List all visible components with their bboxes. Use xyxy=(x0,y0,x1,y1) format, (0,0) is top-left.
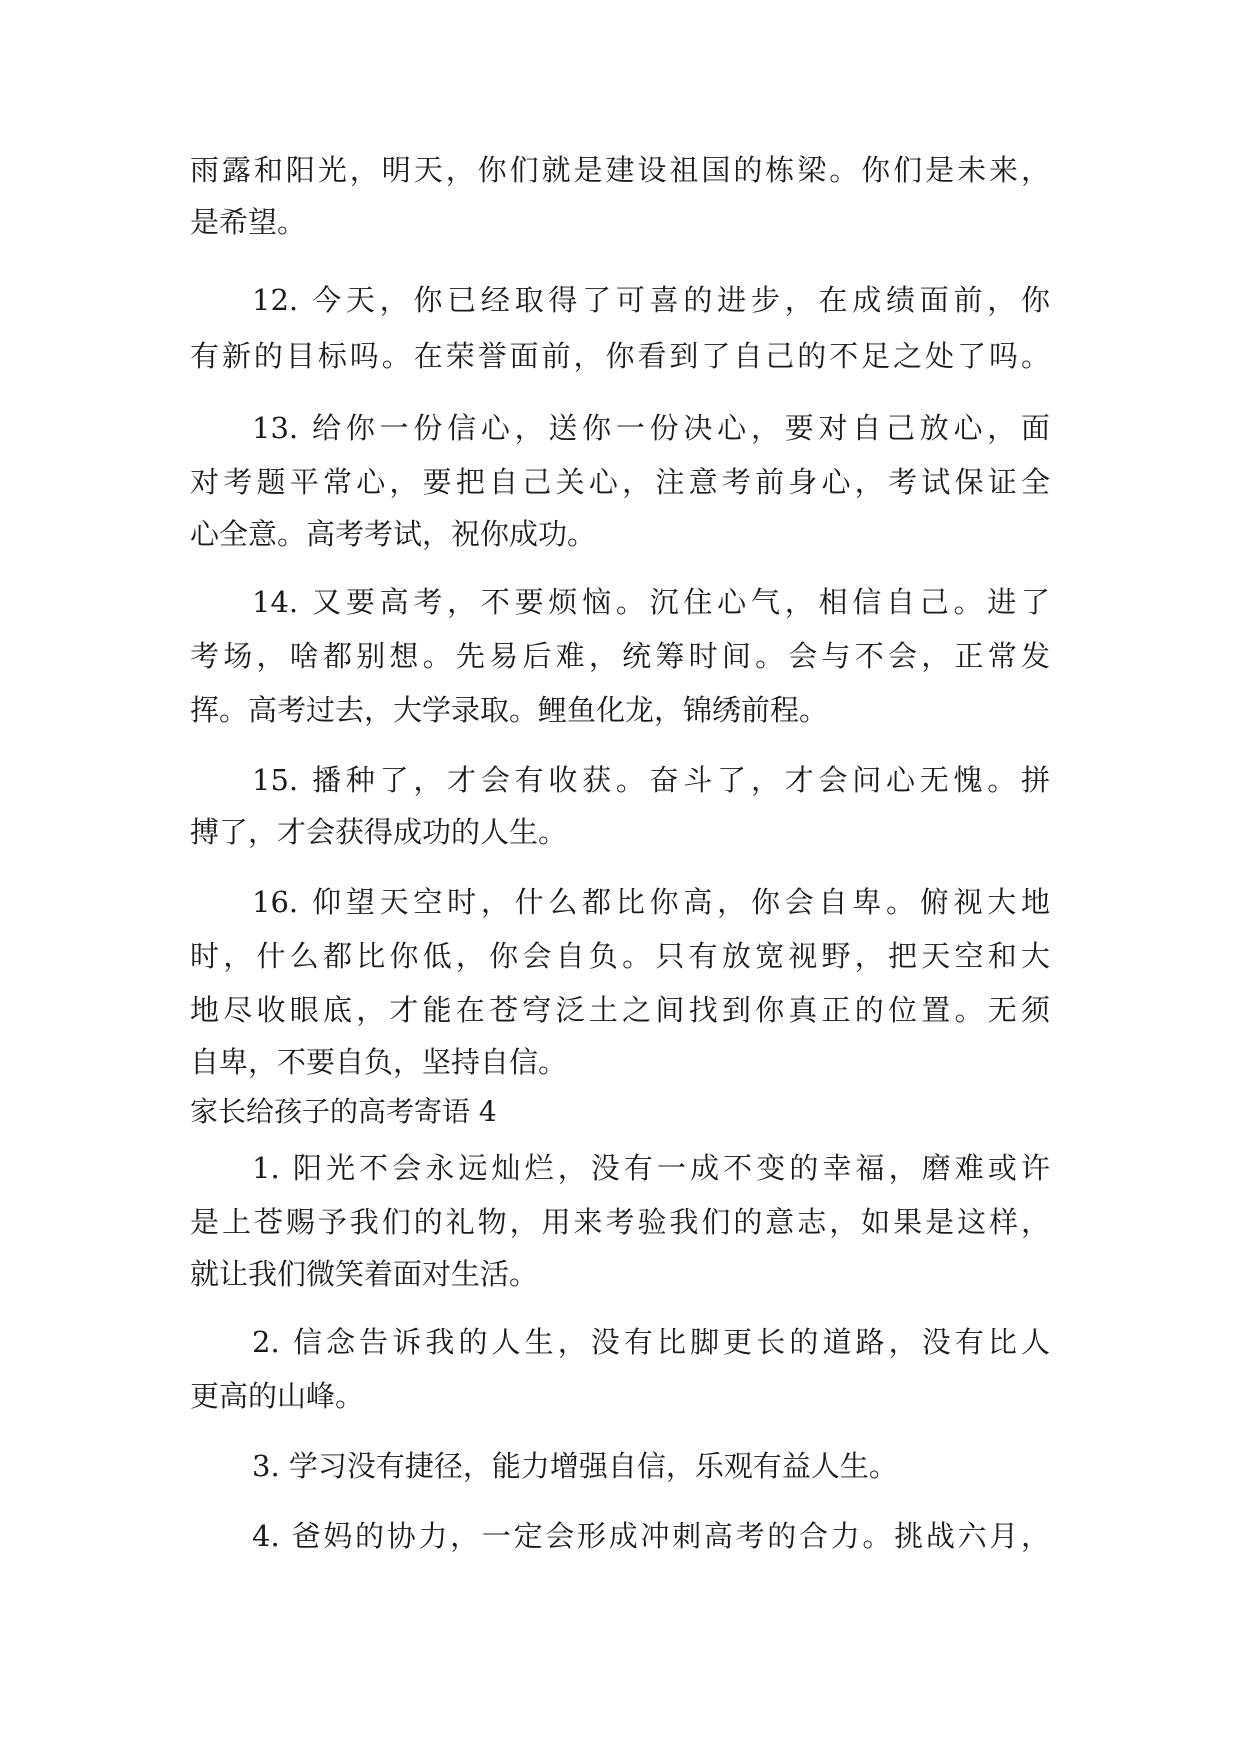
text-line: 自卑，不要自负，坚持自信。 xyxy=(190,1045,568,1079)
text-line: 1. 阳光不会永远灿烂，没有一成不变的幸福，磨难或许 xyxy=(252,1151,1050,1185)
text-line: 地尽收眼底，才能在苍穹泛土之间找到你真正的位置。无须 xyxy=(190,993,1050,1027)
text-line: 有新的目标吗。在荣誉面前，你看到了自己的不足之处了吗。 xyxy=(190,339,1050,373)
text-line: 搏了，才会获得成功的人生。 xyxy=(190,815,568,849)
text-line: 12. 今天，你已经取得了可喜的进步，在成绩面前，你 xyxy=(252,283,1050,317)
text-line: 14. 又要高考，不要烦恼。沉住心气，相信自己。进了 xyxy=(252,585,1050,619)
text-line: 16. 仰望天空时，什么都比你高，你会自卑。俯视大地 xyxy=(252,885,1050,919)
text-line: 挥。高考过去，大学录取。鲤鱼化龙，锦绣前程。 xyxy=(190,693,829,727)
text-line: 时，什么都比你低，你会自负。只有放宽视野，把天空和大 xyxy=(190,939,1050,973)
text-line: 考场，啥都别想。先易后难，统筹时间。会与不会，正常发 xyxy=(190,639,1050,673)
text-line: 心全意。高考考试，祝你成功。 xyxy=(190,517,597,551)
text-line: 对考题平常心，要把自己关心，注意考前身心，考试保证全 xyxy=(190,465,1050,499)
text-line: 是上苍赐予我们的礼物，用来考验我们的意志，如果是这样， xyxy=(190,1205,1050,1239)
text-line: 4. 爸妈的协力，一定会形成冲刺高考的合力。挑战六月， xyxy=(252,1519,1050,1553)
text-line: 就让我们微笑着面对生活。 xyxy=(190,1257,539,1291)
text-line: 雨露和阳光，明天，你们就是建设祖国的栋梁。你们是未来， xyxy=(190,153,1050,187)
text-line: 是希望。 xyxy=(190,205,307,239)
section-heading: 家长给孩子的高考寄语 4 xyxy=(190,1095,497,1128)
text-line: 15. 播种了，才会有收获。奋斗了，才会问心无愧。拼 xyxy=(252,763,1050,797)
text-line: 更高的山峰。 xyxy=(190,1379,365,1413)
text-line: 13. 给你一份信心，送你一份决心，要对自己放心，面 xyxy=(252,411,1050,445)
text-line: 3. 学习没有捷径，能力增强自信，乐观有益人生。 xyxy=(252,1449,898,1483)
text-line: 2. 信念告诉我的人生，没有比脚更长的道路，没有比人 xyxy=(252,1325,1050,1359)
